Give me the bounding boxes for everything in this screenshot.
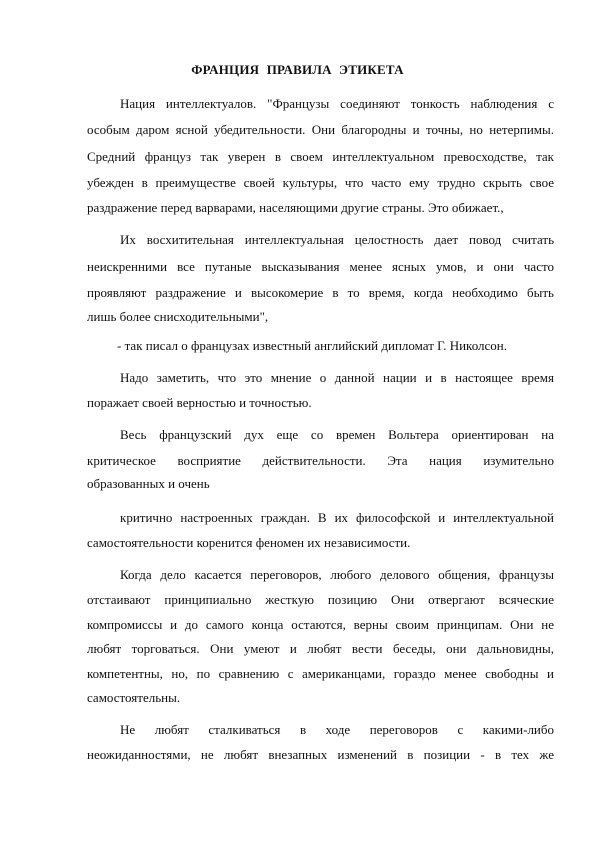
text-line: Когда дело касается переговоров, любого делового общения, французы (120, 567, 554, 582)
text-line: убежден в преимуществе своей культуры, что часто ему трудно скрыть свое (87, 175, 554, 190)
text-line: неискренними все путаные высказывания менее ясных умов, и они часто (87, 259, 554, 274)
text-line: Их восхитительная интеллектуальная целостность дает повод считать (120, 232, 554, 247)
page-title: ФРАНЦИЯ ПРАВИЛА ЭТИКЕТА (191, 62, 404, 77)
text-line: Нация интеллектуалов. "Французы соединяют тонкость наблюдения с (120, 96, 554, 111)
text-line: компетентны, но, по сравнению с американцами, гораздо менее свободны и (87, 666, 554, 681)
text-line: Не любят сталкиваться в ходе переговоров с какими-либо (120, 722, 554, 737)
text-line: критическое восприятие действительности. Эта нация изумительно (87, 453, 554, 468)
text-line: Средний француз так уверен в своем интеллектуальном превосходстве, так (87, 149, 554, 164)
text-line: раздражение перед варварами, населяющими другие страны. Это обижает., (87, 200, 504, 215)
text-line: Надо заметить, что это мнение о данной нации и в настоящее время (120, 370, 554, 385)
text-line: любят торговаться. Они умеют и любят вести беседы, они дальновидны, (87, 641, 554, 656)
text-line: поражает своей верностью и точностью. (87, 395, 312, 410)
text-line: самостоятельности коренится феномен их независимости. (87, 535, 411, 550)
text-line: лишь более снисходительными", (87, 309, 269, 324)
text-line: неожиданностями, не любят внезапных изменений в позиции - в тех же (87, 747, 554, 762)
text-line: Весь французский дух еще со времен Вольтера ориентирован на (120, 427, 554, 442)
text-line: проявляют раздражение и высокомерие в то время, когда необходимо быть (87, 285, 554, 300)
text-line: компромиссы и до самого конца остаются, верны своим принципам. Они не (87, 617, 554, 632)
text-line: особым даром ясной убедительности. Они благородны и точны, но нетерпимы. (87, 122, 554, 137)
text-line: образованных и очень (87, 476, 210, 491)
text-line: критично настроенных граждан. В их философской и интеллектуальной (120, 510, 554, 525)
text-line: самостоятельны. (87, 690, 181, 705)
text-line: - так писал о французах известный английский дипломат Г. Николсон. (117, 338, 507, 353)
text-line: отстаивают принципиально жесткую позицию Они отвергают всяческие (87, 592, 554, 607)
